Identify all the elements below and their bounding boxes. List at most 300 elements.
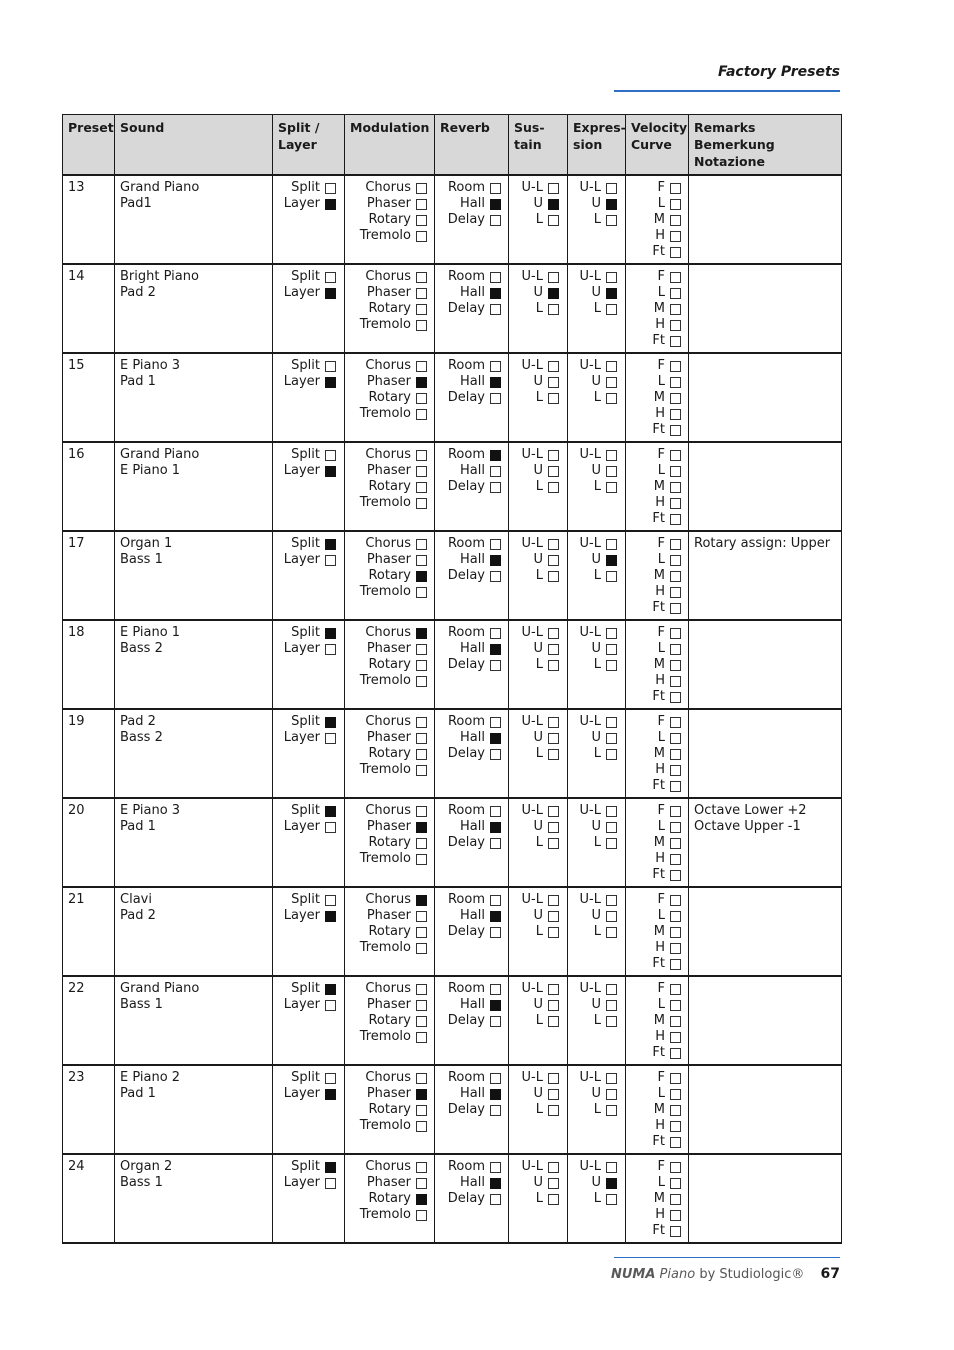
modulation-option-label: Rotary (368, 1102, 411, 1117)
split-checkbox (325, 1089, 336, 1100)
split-option-label: Split (291, 714, 320, 729)
reverb-option-label: Hall (460, 1175, 485, 1190)
reverb-checkbox (490, 1016, 501, 1027)
velocity-option (649, 714, 681, 730)
split-checkbox (325, 466, 336, 477)
split-layer-cell (273, 531, 345, 620)
reverb-option (448, 835, 501, 851)
sustain-option-label: U (533, 374, 543, 389)
footer-model: Piano (659, 1267, 696, 1282)
split-options (278, 714, 339, 746)
sound-name: Pad 2 (120, 285, 156, 300)
reverb-option (460, 730, 501, 746)
expression-option-label: U-L (579, 892, 601, 907)
sustain-option-label: U-L (521, 269, 543, 284)
modulation-option (367, 463, 427, 479)
velocity-option (649, 819, 681, 835)
expression-option-label: U (591, 641, 601, 656)
reverb-checkbox (490, 984, 501, 995)
remarks-cell (689, 264, 842, 353)
split-checkbox (325, 555, 336, 566)
split-option-label: Layer (283, 285, 320, 300)
reverb-option-label: Room (447, 269, 485, 284)
reverb-cell (435, 709, 509, 798)
velocity-checkbox (670, 409, 681, 420)
sustain-checkbox (548, 361, 559, 372)
remarks-cell (689, 798, 842, 887)
modulation-option-label: Tremolo (359, 1029, 411, 1044)
velocity-option (649, 390, 681, 406)
velocity-option-label: L (657, 552, 665, 567)
footer-by: by Studiologic® (699, 1267, 805, 1282)
velocity-option (649, 1191, 681, 1207)
modulation-option-label: Rotary (368, 924, 411, 939)
split-option-label: Layer (283, 463, 320, 478)
velocity-option-label: L (657, 997, 665, 1012)
split-option-label: Split (291, 981, 320, 996)
reverb-checkbox (490, 272, 501, 283)
sustain-checkbox (548, 466, 559, 477)
expression-options (573, 803, 620, 851)
modulation-option-label: Rotary (368, 657, 411, 672)
expression-option (580, 803, 617, 819)
velocity-curve-cell (626, 264, 689, 353)
preset-number-cell: 15 (63, 353, 115, 442)
sustain-checkbox (548, 450, 559, 461)
velocity-option (649, 956, 681, 972)
sustain-option (522, 269, 559, 285)
modulation-checkbox (416, 822, 427, 833)
velocity-checkbox (670, 781, 681, 792)
velocity-checkbox (670, 587, 681, 598)
velocity-option-label: F (657, 892, 665, 907)
velocity-option-label: Ft (652, 422, 665, 437)
running-header-title: Factory Presets (717, 64, 840, 80)
expression-checkbox (606, 466, 617, 477)
split-option (291, 269, 336, 285)
reverb-option (448, 746, 501, 762)
remarks-cell (689, 353, 842, 442)
modulation-checkbox (416, 1178, 427, 1189)
velocity-option-label: L (657, 819, 665, 834)
sustain-checkbox (548, 1162, 559, 1173)
velocity-curve-cell (626, 620, 689, 709)
sustain-checkbox (548, 199, 559, 210)
reverb-cell (435, 531, 509, 620)
reverb-option (448, 892, 501, 908)
split-option (284, 1175, 336, 1191)
modulation-options (350, 1070, 429, 1134)
sound-name: E Piano 1 (120, 463, 181, 478)
sustain-cell (509, 264, 568, 353)
velocity-option (649, 1134, 681, 1150)
velocity-curve-cell (626, 353, 689, 442)
reverb-option-label: Delay (447, 657, 485, 672)
reverb-option-label: Delay (447, 924, 485, 939)
modulation-option-label: Tremolo (359, 1207, 411, 1222)
expression-cell (568, 175, 626, 264)
velocity-option-label: H (655, 851, 665, 866)
modulation-checkbox (416, 676, 427, 687)
reverb-cell (435, 442, 509, 531)
sustain-option-label: U-L (521, 1070, 543, 1085)
split-options (278, 1070, 339, 1102)
velocity-checkbox (670, 628, 681, 639)
sustain-option (522, 803, 559, 819)
table-row (63, 1065, 842, 1154)
modulation-option (360, 851, 427, 867)
modulation-checkbox (416, 1121, 427, 1132)
split-checkbox (325, 895, 336, 906)
modulation-checkbox (416, 765, 427, 776)
reverb-option (448, 1070, 501, 1086)
velocity-options (631, 269, 683, 349)
sustain-option (533, 908, 559, 924)
sustain-checkbox (548, 644, 559, 655)
reverb-checkbox (490, 215, 501, 226)
sustain-option-label: U-L (521, 180, 543, 195)
expression-checkbox (606, 1089, 617, 1100)
velocity-option (649, 1029, 681, 1045)
sustain-checkbox (548, 733, 559, 744)
reverb-option-label: Room (447, 714, 485, 729)
sound-cell (115, 976, 273, 1065)
expression-option (580, 1159, 617, 1175)
reverb-options (440, 180, 503, 228)
velocity-option (649, 1102, 681, 1118)
expression-option (594, 390, 617, 406)
velocity-checkbox (670, 1089, 681, 1100)
modulation-option-label: Chorus (365, 625, 411, 640)
sustain-option (536, 1191, 559, 1207)
expression-options (573, 1159, 620, 1207)
reverb-option-label: Hall (460, 819, 485, 834)
modulation-option-label: Tremolo (359, 317, 411, 332)
sustain-checkbox (548, 927, 559, 938)
split-options (278, 180, 339, 212)
modulation-option (368, 1191, 427, 1207)
velocity-option-label: H (655, 584, 665, 599)
split-option-label: Split (291, 803, 320, 818)
remarks-cell (689, 175, 842, 264)
modulation-checkbox (416, 320, 427, 331)
sustain-options (514, 714, 562, 762)
remark-line: Octave Upper -1 (694, 819, 801, 834)
modulation-option-label: Rotary (368, 1013, 411, 1028)
reverb-option-label: Delay (447, 390, 485, 405)
table-row (63, 976, 842, 1065)
split-options (278, 536, 339, 568)
sustain-options (514, 1070, 562, 1118)
expression-checkbox (606, 361, 617, 372)
sound-name: E Piano 1 (120, 625, 181, 640)
sustain-checkbox (548, 1089, 559, 1100)
modulation-checkbox (416, 288, 427, 299)
modulation-option (360, 317, 427, 333)
velocity-option-label: M (653, 212, 665, 227)
expression-option (580, 358, 617, 374)
modulation-checkbox (416, 215, 427, 226)
velocity-checkbox (670, 1016, 681, 1027)
reverb-option (460, 908, 501, 924)
split-option-label: Layer (283, 997, 320, 1012)
velocity-checkbox (670, 733, 681, 744)
expression-checkbox (606, 806, 617, 817)
reverb-checkbox (490, 895, 501, 906)
sound-name: Pad 1 (120, 819, 156, 834)
modulation-checkbox (416, 539, 427, 550)
expression-cell (568, 531, 626, 620)
velocity-option-label: M (653, 924, 665, 939)
sustain-option (522, 180, 559, 196)
sustain-option (522, 447, 559, 463)
velocity-option-label: Ft (652, 511, 665, 526)
velocity-option (649, 625, 681, 641)
sustain-option (533, 196, 559, 212)
sustain-option-label: U (533, 196, 543, 211)
velocity-option (649, 1070, 681, 1086)
modulation-options (350, 358, 429, 422)
modulation-option (365, 625, 427, 641)
preset-rows (63, 175, 842, 1243)
modulation-option (365, 981, 427, 997)
reverb-checkbox (490, 1073, 501, 1084)
modulation-option-label: Phaser (366, 730, 411, 745)
reverb-option-label: Room (447, 536, 485, 551)
velocity-checkbox (670, 943, 681, 954)
velocity-option-label: M (653, 479, 665, 494)
reverb-options (440, 536, 503, 584)
table-row (63, 798, 842, 887)
velocity-checkbox (670, 870, 681, 881)
velocity-curve-cell (626, 1065, 689, 1154)
reverb-checkbox (490, 660, 501, 671)
expression-option-label: U-L (579, 714, 601, 729)
sustain-option-label: U (533, 1086, 543, 1101)
velocity-option-label: Ft (652, 600, 665, 615)
velocity-option (649, 568, 681, 584)
reverb-option-label: Hall (460, 908, 485, 923)
sound-name: Bass 1 (120, 1175, 163, 1190)
sustain-option-label: U-L (521, 536, 543, 551)
velocity-checkbox (670, 1162, 681, 1173)
reverb-checkbox (490, 644, 501, 655)
sound-name: E Piano 3 (120, 803, 181, 818)
sustain-option (522, 981, 559, 997)
modulation-option-label: Phaser (366, 1086, 411, 1101)
split-option-label: Layer (283, 641, 320, 656)
sound-cell (115, 709, 273, 798)
reverb-option (460, 285, 501, 301)
sound-name: Bass 2 (120, 730, 163, 745)
velocity-option-label: M (653, 835, 665, 850)
sound-cell (115, 531, 273, 620)
expression-option-label: L (593, 479, 601, 494)
sustain-checkbox (548, 1105, 559, 1116)
velocity-option (649, 892, 681, 908)
modulation-option-label: Chorus (365, 892, 411, 907)
reverb-option-label: Room (447, 625, 485, 640)
velocity-option-label: F (657, 981, 665, 996)
sustain-option-label: U (533, 463, 543, 478)
modulation-option (368, 390, 427, 406)
velocity-option-label: H (655, 1207, 665, 1222)
velocity-checkbox (670, 676, 681, 687)
sound-cell (115, 1065, 273, 1154)
reverb-option-label: Room (447, 180, 485, 195)
table-row (63, 620, 842, 709)
expression-option (594, 479, 617, 495)
page-number: 67 (820, 1266, 840, 1282)
reverb-options (440, 269, 503, 317)
modulation-checkbox (416, 749, 427, 760)
sound-name: Bass 1 (120, 997, 163, 1012)
velocity-option (649, 657, 681, 673)
split-option (291, 714, 336, 730)
sustain-checkbox (548, 1178, 559, 1189)
modulation-option-label: Rotary (368, 1191, 411, 1206)
split-checkbox (325, 644, 336, 655)
sound-name: Organ 2 (120, 1159, 173, 1174)
modulation-checkbox (416, 1089, 427, 1100)
modulation-option (368, 657, 427, 673)
sustain-option (533, 552, 559, 568)
sustain-option (522, 1159, 559, 1175)
reverb-option-label: Hall (460, 374, 485, 389)
expression-checkbox (606, 450, 617, 461)
split-option-label: Layer (283, 819, 320, 834)
velocity-checkbox (670, 393, 681, 404)
modulation-cell (345, 353, 435, 442)
velocity-option (649, 673, 681, 689)
velocity-checkbox (670, 765, 681, 776)
modulation-cell (345, 887, 435, 976)
sustain-option-label: U-L (521, 714, 543, 729)
reverb-option-label: Hall (460, 1086, 485, 1101)
reverb-option-label: Room (447, 981, 485, 996)
sound-name: Grand Piano (120, 981, 200, 996)
velocity-option (649, 244, 681, 260)
reverb-checkbox (490, 1178, 501, 1189)
expression-checkbox (606, 911, 617, 922)
velocity-checkbox (670, 1226, 681, 1237)
modulation-option (360, 1118, 427, 1134)
velocity-option-label: H (655, 1118, 665, 1133)
velocity-option-label: F (657, 358, 665, 373)
sustain-option-label: U (533, 552, 543, 567)
velocity-option (649, 333, 681, 349)
remarks-cell (689, 1154, 842, 1243)
page-footer (611, 1266, 840, 1282)
modulation-checkbox (416, 1032, 427, 1043)
velocity-option-label: Ft (652, 1223, 665, 1238)
expression-checkbox (606, 215, 617, 226)
velocity-option (649, 762, 681, 778)
remarks-cell (689, 620, 842, 709)
velocity-curve-cell (626, 798, 689, 887)
expression-option (591, 463, 617, 479)
velocity-checkbox (670, 425, 681, 436)
modulation-option (368, 924, 427, 940)
expression-cell (568, 1154, 626, 1243)
modulation-option-label: Rotary (368, 746, 411, 761)
velocity-options (631, 358, 683, 438)
split-checkbox (325, 1178, 336, 1189)
expression-option (594, 835, 617, 851)
velocity-option-label: H (655, 940, 665, 955)
expression-options (573, 358, 620, 406)
sustain-options (514, 1159, 562, 1207)
velocity-option (649, 908, 681, 924)
reverb-option (460, 641, 501, 657)
expression-option-label: U (591, 552, 601, 567)
split-layer-cell (273, 1065, 345, 1154)
reverb-checkbox (490, 911, 501, 922)
expression-checkbox (606, 1178, 617, 1189)
velocity-curve-cell (626, 976, 689, 1065)
expression-option (594, 1191, 617, 1207)
expression-option-label: L (593, 835, 601, 850)
modulation-option-label: Chorus (365, 1159, 411, 1174)
velocity-option-label: M (653, 1013, 665, 1028)
reverb-option (460, 819, 501, 835)
expression-option-label: U (591, 730, 601, 745)
split-checkbox (325, 1073, 336, 1084)
reverb-options (440, 358, 503, 406)
expression-option-label: U-L (579, 536, 601, 551)
velocity-checkbox (670, 911, 681, 922)
reverb-option-label: Room (447, 803, 485, 818)
reverb-option-label: Delay (447, 1013, 485, 1028)
reverb-option-label: Room (447, 447, 485, 462)
velocity-checkbox (670, 984, 681, 995)
expression-checkbox (606, 377, 617, 388)
reverb-option-label: Delay (447, 1191, 485, 1206)
sustain-cell (509, 887, 568, 976)
velocity-checkbox (670, 927, 681, 938)
expression-option (591, 641, 617, 657)
velocity-option-label: H (655, 228, 665, 243)
sustain-checkbox (548, 215, 559, 226)
velocity-checkbox (670, 571, 681, 582)
velocity-option (649, 511, 681, 527)
modulation-option (368, 568, 427, 584)
expression-option-label: U-L (579, 625, 601, 640)
split-option (284, 997, 336, 1013)
velocity-curve-cell (626, 531, 689, 620)
sustain-option (533, 997, 559, 1013)
velocity-option (649, 778, 681, 794)
sustain-options (514, 981, 562, 1029)
modulation-checkbox (416, 377, 427, 388)
modulation-checkbox (416, 733, 427, 744)
velocity-checkbox (670, 838, 681, 849)
reverb-option (448, 568, 501, 584)
modulation-option (360, 940, 427, 956)
reverb-option-label: Hall (460, 552, 485, 567)
sustain-cell (509, 1154, 568, 1243)
sustain-options (514, 447, 562, 495)
reverb-cell (435, 353, 509, 442)
modulation-checkbox (416, 1194, 427, 1205)
expression-option (580, 180, 617, 196)
velocity-option (649, 536, 681, 552)
sustain-option (536, 479, 559, 495)
modulation-option (360, 406, 427, 422)
modulation-option-label: Phaser (366, 997, 411, 1012)
modulation-options (350, 714, 429, 778)
modulation-checkbox (416, 927, 427, 938)
